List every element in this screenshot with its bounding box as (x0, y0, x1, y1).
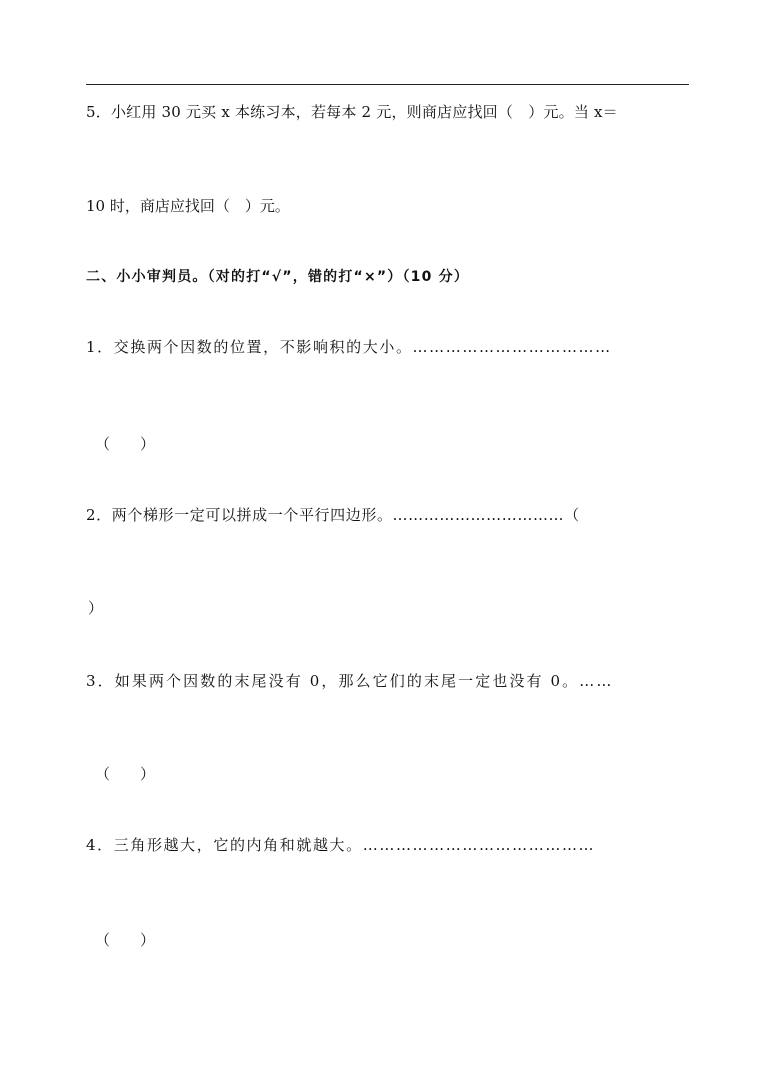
question-5-line-1: 5．小红用 30 元买 x 本练习本，若每本 2 元，则商店应找回（ ）元。当 x＝ (86, 103, 618, 121)
section-2-heading: 二、小小审判员。（对的打“√”，错的打“×”）（10 分） (86, 269, 470, 285)
judgment-3-statement: 3．如果两个因数的末尾没有 0，那么它们的末尾一定也没有 0。…… (86, 672, 614, 690)
judgment-1-statement: 1．交换两个因数的位置，不影响积的大小。……………………………… (86, 338, 612, 356)
top-divider-line (86, 84, 689, 85)
judgment-1-answer-blank[interactable]: （ ） (95, 435, 156, 453)
judgment-2-answer-blank[interactable]: ） (88, 599, 104, 617)
question-5-line-2: 10 时，商店应找回（ ）元。 (86, 197, 290, 215)
judgment-4-answer-blank[interactable]: （ ） (95, 931, 156, 949)
judgment-2-statement: 2．两个梯形一定可以拼成一个平行四边形。……………………………（ (86, 506, 580, 524)
judgment-4-statement: 4．三角形越大，它的内角和就越大。…………………………………… (86, 836, 596, 854)
judgment-3-answer-blank[interactable]: （ ） (95, 765, 156, 783)
